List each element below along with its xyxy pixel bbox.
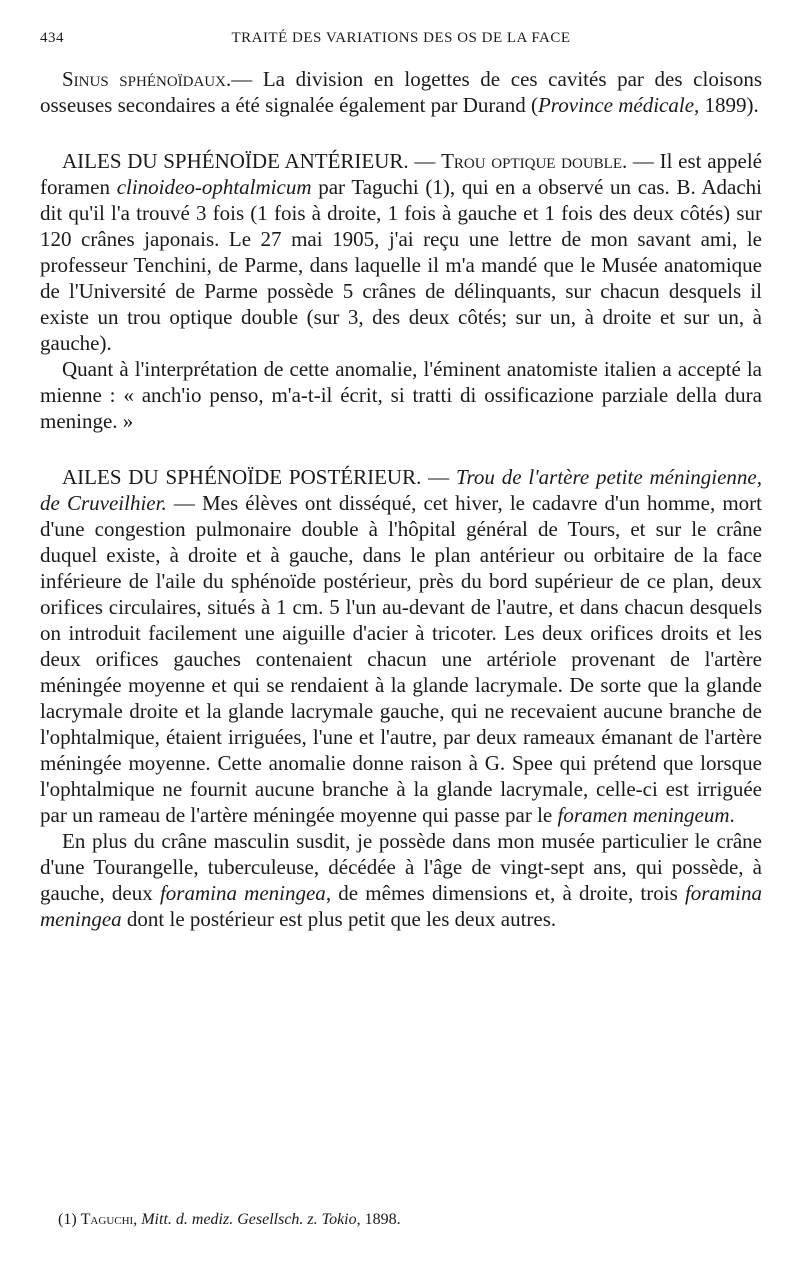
- paragraph-text: — La division en logettes de ces cavités par des cloisons osseuses secondaires a été signalée également par Durand (: [40, 67, 762, 117]
- paragraph-text: .: [729, 803, 735, 827]
- page-number: 434: [40, 30, 64, 46]
- paragraph-text: , de mêmes dimensions et, à droite, trois: [325, 881, 685, 905]
- citation-title: Province médicale: [537, 93, 695, 117]
- paragraph-text: En plus du crâne masculin susdit, je possède dans mon musée particulier le crâne d'une Tourangelle, tuberculeuse, décédée à l'âge de vingt-sept ans, qui possède, à gauche, deux: [40, 829, 762, 905]
- paragraph-sinus: [40, 66, 762, 118]
- footnote: [58, 1210, 758, 1230]
- latin-term: foramina meningea: [159, 881, 326, 905]
- heading-separator: —: [408, 149, 442, 173]
- paragraph-ailes-posterieur: [40, 464, 762, 828]
- paragraph-interpretation: Quant à l'interprétation de cette anomalie, l'éminent anatomiste italien a accepté la mienne : « anch'io penso, m'a-t-il écrit, si tratti di ossificazione parziale della dura meninge. »: [40, 357, 762, 433]
- paragraph-text: — Mes élèves ont disséqué, cet hiver, le cadavre d'un homme, mort d'une congestion pulmonaire double à l'hôpital général de Tours, et sur le crâne duquel existe, à droite et à gauche, dans le plan antérieur ou orbitaire de la face inférieure de l'aile du sphénoïde postérieur, près du bord supérieur de ce plan, deux orifices circulaires, situés à 1 cm. 5 l'un au-devant de l'autre, et dans chacun desquels on introduit facilement une aiguille d'acier à tricoter. Les deux orifices droits et les deux orifices gauches contenaient chacun une artériole provenant de l'artère méningée moyenne et qui se rendaient à la glande lacrymale. De sorte que la glande lacrymale droite et la glande lacrymale gauche, qui ne recevaient aucune branche de l'ophtalmique, étaient irriguées, l'une et l'autre, par deux rameaux émanant de l'artère méningée moyenne. Cette anomalie donne raison à G. Spee qui prétend que lorsque l'ophtalmique ne fournit aucune branche à la glande lacrymale, celle-ci est irriguée par un rameau de l'artère méningée moyenne qui passe par le: [40, 491, 762, 827]
- body-text: [40, 66, 762, 932]
- section-heading-ailes-posterieur: AILES DU SPHÉNOÏDE POSTÉRIEUR.: [62, 465, 422, 489]
- subheading-trou-artere: Trou de l'artère petite méningienne, de Cruveilhier.: [40, 465, 763, 515]
- section-heading-sinus: Sinus sphénoïdaux.: [62, 67, 232, 91]
- footnote-marker: (1): [58, 1211, 81, 1228]
- footnote-journal: Mitt. d. mediz. Gesellsch. z. Tokio: [141, 1211, 357, 1228]
- paragraph-crane-tourangelle: [40, 828, 762, 932]
- heading-separator: —: [421, 465, 456, 489]
- paragraph-text: par Taguchi (1), qui en a observé un cas. B. Adachi dit qu'il l'a trouvé 3 fois (1 fois à droite, 1 fois à gauche et 1 fois des deux côtés) sur 120 crânes japonais. Le 27 mai 1905, j'ai reçu une lettre de mon savant ami, le professeur Tenchini, de Parme, dans laquelle il m'a mandé que le Musée anatomique de l'Université de Parme possède 5 crânes de délinquants, sur chacun desquels il existe un trou optique double (sur 3, des deux côtés; sur un, à droite et sur un, à gauche).: [40, 175, 762, 355]
- paragraph-text: — Il est appelé foramen: [40, 149, 762, 199]
- latin-term: clinoideo-ophtalmicum: [116, 175, 312, 199]
- running-header: [40, 30, 762, 54]
- subheading-trou-optique: Trou optique double.: [441, 149, 628, 173]
- paragraph-text: dont le postérieur est plus petit que les deux autres.: [121, 907, 557, 931]
- section-heading-ailes-anterieur: AILES DU SPHÉNOÏDE ANTÉRIEUR.: [62, 149, 409, 173]
- latin-term: foramina meningea: [40, 881, 762, 931]
- paragraph-text: , 1899).: [694, 93, 759, 117]
- footnote-year: , 1898.: [356, 1211, 401, 1228]
- paragraph-ailes-anterieur: [40, 148, 762, 356]
- latin-term: foramen meningeum: [557, 803, 730, 827]
- footnote-author: Taguchi: [80, 1211, 134, 1228]
- running-title: TRAITÉ DES VARIATIONS DES OS DE LA FACE: [231, 30, 571, 46]
- footnote-separator: ,: [133, 1211, 142, 1228]
